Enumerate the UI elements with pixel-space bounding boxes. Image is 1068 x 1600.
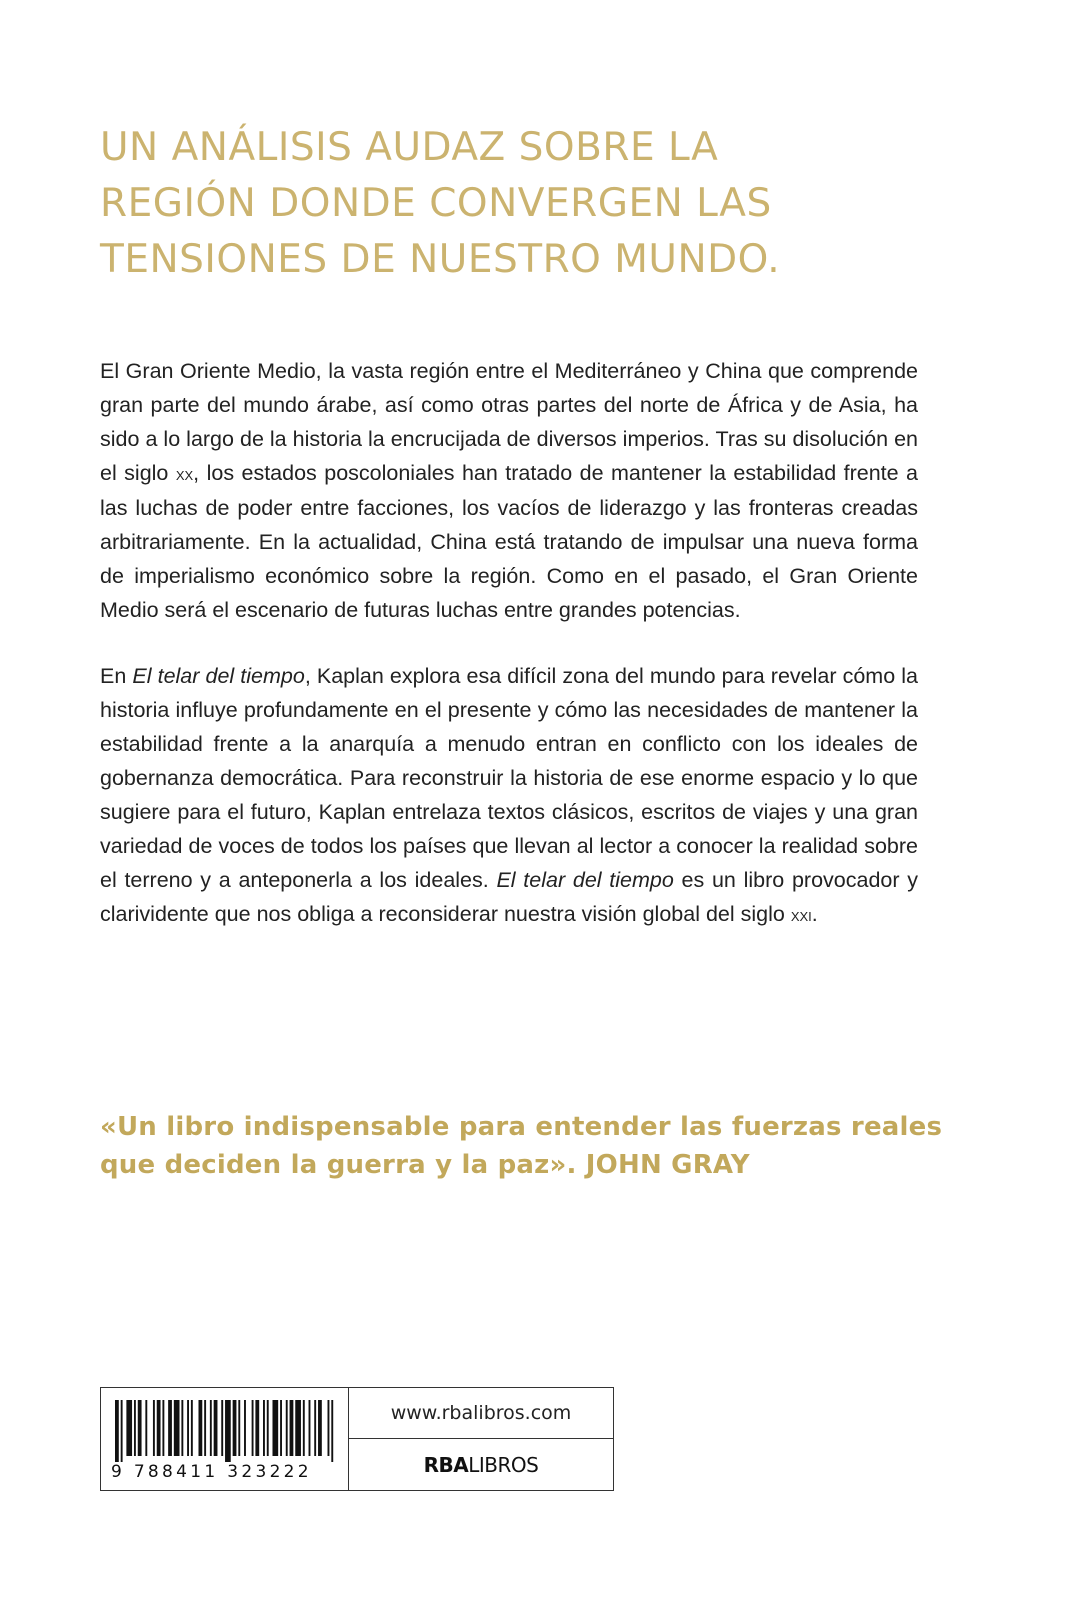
quote-line-2: que deciden la guerra y la paz». JOHN GRAY xyxy=(100,1150,750,1180)
barcode-bar xyxy=(225,1400,231,1462)
headline-line-1: UN ANÁLISIS AUDAZ SOBRE LA xyxy=(100,125,719,170)
barcode-bar xyxy=(314,1400,316,1456)
barcode-bar xyxy=(134,1400,136,1456)
logo-rba: RBA xyxy=(423,1452,469,1477)
book-title: El telar del tiempo xyxy=(496,868,674,892)
barcode-bar xyxy=(153,1400,155,1456)
barcode-bar xyxy=(115,1400,119,1462)
imprint-box xyxy=(100,1387,614,1491)
synopsis-text: es un libro provocador y clarividente que nos obliga a reconsiderar nuestra visión global del siglo xyxy=(100,868,918,926)
century-numeral: xxi xyxy=(790,905,812,925)
barcode-bar xyxy=(204,1400,206,1456)
barcode-bar xyxy=(328,1400,330,1456)
synopsis-text: En xyxy=(100,664,133,688)
barcode-bar xyxy=(309,1400,311,1456)
barcode-bar xyxy=(126,1400,132,1456)
barcode-bar xyxy=(252,1400,254,1456)
barcode-bar xyxy=(290,1400,294,1456)
barcode-bar xyxy=(280,1400,282,1456)
barcode-bar xyxy=(233,1400,237,1456)
barcode-bar xyxy=(318,1400,322,1456)
synopsis-paragraph-1 xyxy=(100,354,918,627)
barcode-bar xyxy=(295,1400,301,1456)
back-cover-headline xyxy=(100,120,980,288)
barcode-bar xyxy=(303,1400,305,1456)
barcode-bar xyxy=(181,1400,183,1456)
barcode-bar xyxy=(331,1400,333,1462)
blurb-quote xyxy=(100,1108,960,1184)
synopsis-paragraph-2 xyxy=(100,659,918,932)
barcode-icon xyxy=(115,1400,337,1462)
barcode-bar xyxy=(157,1400,161,1456)
barcode-bar xyxy=(138,1400,142,1456)
synopsis-text: . xyxy=(811,902,818,926)
barcode-bar xyxy=(162,1400,164,1456)
book-title: El telar del tiempo xyxy=(132,664,305,688)
barcode-bar xyxy=(210,1400,212,1456)
barcode-bar xyxy=(174,1400,180,1456)
barcode-bar xyxy=(187,1400,189,1456)
publisher-cell xyxy=(349,1388,613,1490)
publisher-logo xyxy=(349,1439,613,1490)
barcode-bar xyxy=(221,1400,223,1456)
barcode-bar xyxy=(214,1400,218,1456)
synopsis-text: , Kaplan explora esa difícil zona del mundo para revelar cómo la historia influye profundamente en el presente y cómo las necesidades de mantener la estabilidad frente a la anarquía a menudo entran en conflicto con los ideales de gobernanza democrática. Para reconstruir la historia de ese enorme espacio y lo que sugiere para el futuro, Kaplan entrelaza textos clásicos, escritos de viajes y una gran variedad de voces de todos los países que llevan al lector a conocer la realidad sobre el terreno y a anteponerla a los ideales. xyxy=(100,664,918,892)
barcode-bar xyxy=(168,1400,172,1456)
barcode-bar xyxy=(145,1400,147,1456)
barcode-cell xyxy=(101,1388,349,1490)
barcode-bar xyxy=(272,1400,278,1456)
synopsis xyxy=(100,354,918,964)
publisher-website-link[interactable]: www.rbalibros.com xyxy=(349,1388,613,1439)
headline-line-3: TENSIONES DE NUESTRO MUNDO. xyxy=(100,237,781,282)
barcode-bar xyxy=(238,1400,240,1456)
barcode-bar xyxy=(191,1400,193,1456)
barcode-bar xyxy=(286,1400,288,1456)
logo-libros: LIBROS xyxy=(468,1452,539,1477)
barcode-bar xyxy=(255,1400,259,1456)
barcode-bar xyxy=(244,1400,246,1456)
barcode-bar xyxy=(263,1400,265,1456)
synopsis-text: , los estados poscoloniales han tratado de mantener la estabilidad frente a las luchas de poder entre facciones, los vacíos de liderazgo y las fronteras creadas arbitrariamente. En la actualidad, China está tratando de impulsar una nueva forma de imperialismo económico sobre la región. Como en el pasado, el Gran Oriente Medio será el escenario de futuras luchas entre grandes potencias. xyxy=(100,461,919,622)
barcode-bar xyxy=(267,1400,269,1456)
headline-line-2: REGIÓN DONDE CONVERGEN LAS xyxy=(100,181,772,226)
isbn-number: 9 788411 323222 xyxy=(111,1462,312,1482)
synopsis-text: El Gran Oriente Medio, la vasta región entre el Mediterráneo y China que comprende gran parte del mundo árabe, así como otras partes del norte de África y de Asia, ha sido a lo largo de la historia la encrucijada de diversos imperios. Tras su disolución en el siglo xyxy=(100,359,918,485)
barcode-bar xyxy=(121,1400,123,1462)
barcode-bar xyxy=(198,1400,202,1456)
quote-line-1: «Un libro indispensable para entender las fuerzas reales xyxy=(100,1112,943,1142)
century-numeral: xx xyxy=(175,464,194,484)
